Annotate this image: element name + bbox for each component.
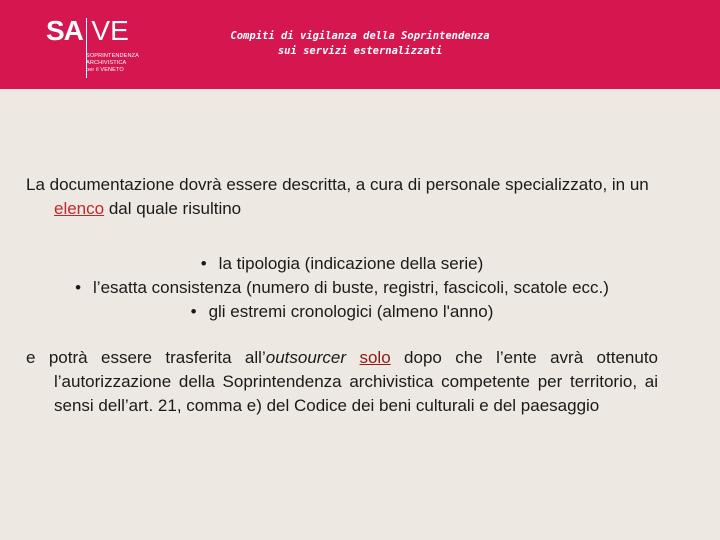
intro-text-after: dal quale risultino	[104, 199, 242, 218]
slide-title-line1: Compiti di vigilanza della Soprintendenza	[230, 30, 490, 42]
bullet-text: l’esatta consistenza (numero di buste, registri, fascicoli, scatole ecc.)	[93, 278, 609, 297]
list-item	[26, 252, 658, 276]
closing-paragraph	[26, 346, 658, 418]
intro-highlight: elenco	[54, 199, 105, 218]
bullet-marker: •	[190, 302, 197, 321]
closing-space	[346, 348, 359, 367]
list-item	[26, 276, 658, 300]
slide-title	[190, 29, 530, 59]
logo-mark-right: VE	[91, 15, 129, 46]
closing-highlight: solo	[359, 348, 391, 367]
intro-text-before: La documentazione dovrà essere descritta, a cura di personale specializzato, in un	[26, 175, 649, 194]
closing-italic: outsourcer	[265, 348, 347, 367]
closing-text-part1: e potrà essere trasferita all’	[26, 348, 266, 367]
closing-text-part2: dopo che l’ente avrà ottenuto l’autorizzazione della Soprintendenza archivistica competente per territorio, ai sensi dell’art. 21, comma e) del Codice dei beni culturali e del paesaggio	[54, 348, 659, 415]
bullet-list	[26, 252, 658, 324]
slide-title-line2: sui servizi esternalizzati	[277, 45, 443, 57]
bullet-marker: •	[75, 278, 82, 297]
slide-body	[26, 173, 658, 418]
logo-subtitle: SOPRINTENDENZA ARCHIVISTICA per il VENETO	[86, 53, 139, 73]
header-bar	[0, 0, 720, 89]
intro-paragraph	[26, 173, 658, 221]
save-logo	[46, 15, 139, 78]
bullet-text: gli estremi cronologici (almeno l'anno)	[208, 302, 494, 321]
bullet-text: la tipologia (indicazione della serie)	[218, 254, 484, 273]
list-item	[26, 300, 658, 324]
logo-mark-left: SA	[46, 15, 83, 46]
bullet-marker: •	[200, 254, 207, 273]
